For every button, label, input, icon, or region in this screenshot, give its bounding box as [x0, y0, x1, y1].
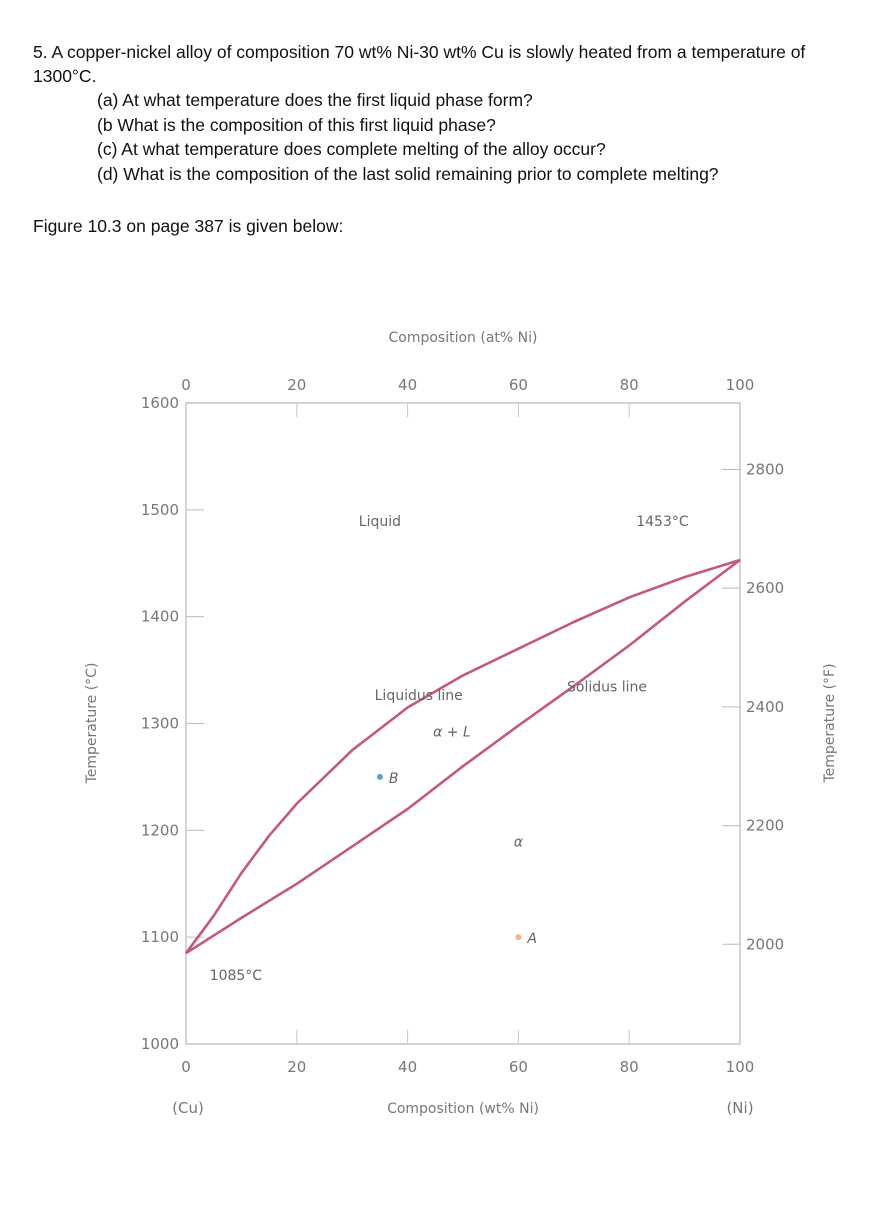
x-tick-label: 0 — [181, 1058, 191, 1076]
x-tick-label-top: 80 — [619, 376, 639, 394]
question-part-a: (a) At what temperature does the first liquid phase form? — [97, 90, 533, 110]
question-part-d: (d) What is the composition of the last solid remaining prior to complete melting? — [97, 163, 719, 184]
annotation-l: α + L — [433, 724, 471, 741]
y-tick-label: 1400 — [140, 607, 179, 626]
x-tick-label-top: 60 — [508, 376, 528, 394]
x-tick-label: 20 — [287, 1058, 307, 1076]
x-tick-label: 40 — [398, 1058, 418, 1076]
x-axis-title-top: Composition (at% Ni) — [388, 330, 538, 346]
x-tick-label-top: 20 — [287, 376, 307, 394]
figure-caption: Figure 10.3 on page 387 is given below: — [33, 216, 344, 236]
x-tick-label: 60 — [508, 1058, 528, 1076]
liquidus-line-curve — [186, 560, 740, 953]
annotation-1085-c: 1085°C — [209, 967, 263, 984]
x-tick-label: 100 — [725, 1058, 755, 1076]
point-label-b: B — [388, 770, 399, 787]
annotation-1453-c: 1453°C — [636, 513, 689, 530]
annotation-liquidus-line: Liquidus line — [374, 687, 463, 704]
points-layer — [377, 771, 537, 947]
x-tick-label-top: 40 — [398, 376, 418, 394]
solidus-line-curve — [186, 560, 740, 953]
y-tick-label-right: 2000 — [746, 935, 785, 954]
y-tick-label-right: 2800 — [746, 460, 785, 479]
y-tick-label-right: 2400 — [746, 697, 785, 716]
annotation-: α — [513, 834, 524, 851]
y-tick-label: 1100 — [140, 928, 179, 947]
point-b — [377, 774, 383, 780]
x-tick-label-top: 100 — [725, 376, 755, 394]
y-tick-label-right: 2600 — [746, 579, 785, 598]
x-end-label-cu: (Cu) — [172, 1099, 204, 1117]
x-end-label-ni: (Ni) — [726, 1099, 754, 1117]
point-label-a: A — [527, 931, 537, 948]
x-tick-label: 80 — [619, 1058, 639, 1076]
x-axis-title: Composition (wt% Ni) — [387, 1101, 539, 1117]
annotation-solidus-line: Solidus line — [567, 679, 648, 696]
y-axis-title-right: Temperature (°F) — [822, 663, 838, 783]
y-tick-label: 1200 — [140, 821, 179, 840]
annotation-liquid: Liquid — [358, 513, 402, 530]
point-a — [515, 934, 521, 940]
y-tick-label-right: 2200 — [746, 816, 785, 835]
question-part-c: (c) At what temperature does complete melting of the alloy occur? — [97, 139, 606, 159]
y-tick-label: 1300 — [140, 714, 179, 733]
annotation-layer — [210, 514, 689, 984]
question-intro: 5. A copper-nickel alloy of composition 70 wt% Ni-30 wt% Cu is slowly heated from a temperature of 1300°C. — [33, 42, 806, 86]
y-tick-label: 1000 — [140, 1035, 179, 1053]
y-tick-label: 1600 — [140, 394, 179, 412]
question-part-b: (b What is the composition of this first liquid phase? — [97, 114, 496, 135]
y-tick-label: 1500 — [140, 500, 179, 519]
y-axis-title: Temperature (°C) — [84, 662, 100, 784]
series-layer — [186, 560, 740, 953]
x-tick-label-top: 0 — [181, 376, 191, 394]
